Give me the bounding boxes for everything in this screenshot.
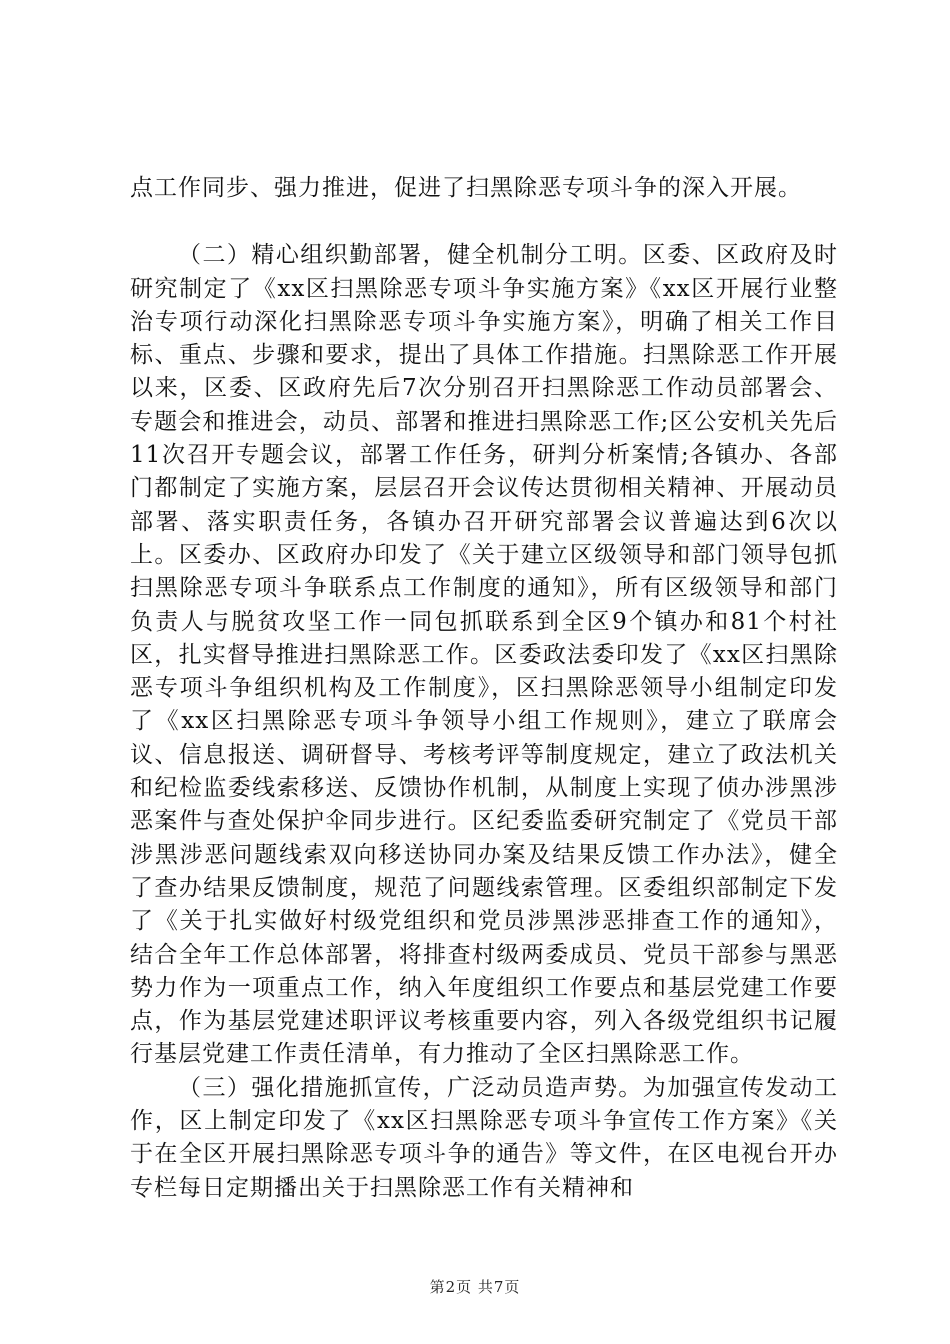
document-body (130, 172, 838, 1205)
paragraph-section-2: （二）精心组织勤部署，健全机制分工明。区委、区政府及时研究制定了《xx区扫黑除恶专项斗争实施方案》《xx区开展行业整治专项行动深化扫黑除恶专项斗争实施方案》，明确了相关工作目标、重点、步骤和要求，提出了具体工作措施。扫黑除恶工作开展以来，区委、区政府先后7次分别召开扫黑除恶工作动员部署会、专题会和推进会，动员、部署和推进扫黑除恶工作;区公安机关先后11次召开专题会议，部署工作任务，研判分析案情;各镇办、各部门都制定了实施方案，层层召开会议传达贯彻相关精神、开展动员部署、落实职责任务，各镇办召开研究部署会议普遍达到6次以上。区委办、区政府办印发了《关于建立区级领导和部门领导包抓扫黑除恶专项斗争联系点工作制度的通知》，所有区级领导和部门负责人与脱贫攻坚工作一同包抓联系到全区9个镇办和81个村社区，扎实督导推进扫黑除恶工作。区委政法委印发了《xx区扫黑除恶专项斗争组织机构及工作制度》，区扫黑除恶领导小组制定印发了《xx区扫黑除恶专项斗争领导小组工作规则》，建立了联席会议、信息报送、调研督导、考核考评等制度规定，建立了政法机关和纪检监委线索移送、反馈协作机制，从制度上实现了侦办涉黑涉恶案件与查处保护伞同步进行。区纪委监委研究制定了《党员干部涉黑涉恶问题线索双向移送协同办案及结果反馈工作办法》，健全了查办结果反馈制度，规范了问题线索管理。区委组织部制定下发了《关于扎实做好村级党组织和党员涉黑涉恶排查工作的通知》，结合全年工作总体部署，将排查村级两委成员、党员干部参与黑恶势力作为一项重点工作，纳入年度组织工作要点和基层党建工作要点，作为基层党建述职评议考核重要内容，列入各级党组织书记履行基层党建工作责任清单，有力推动了全区扫黑除恶工作。 (130, 242, 838, 1068)
paragraph-section-3: （三）强化措施抓宣传，广泛动员造声势。为加强宣传发动工作，区上制定印发了《xx区扫黑除恶专项斗争宣传工作方案》《关于在全区开展扫黑除恶专项斗争的通告》等文件，在区电视台开办专栏每日定期播出关于扫黑除恶工作有关精神和 (130, 1074, 838, 1201)
paragraph-continuation: 点工作同步、强力推进，促进了扫黑除恶专项斗争的深入开展。 (130, 175, 802, 201)
page-footer: 第2页 共7页 (429, 1278, 521, 1296)
